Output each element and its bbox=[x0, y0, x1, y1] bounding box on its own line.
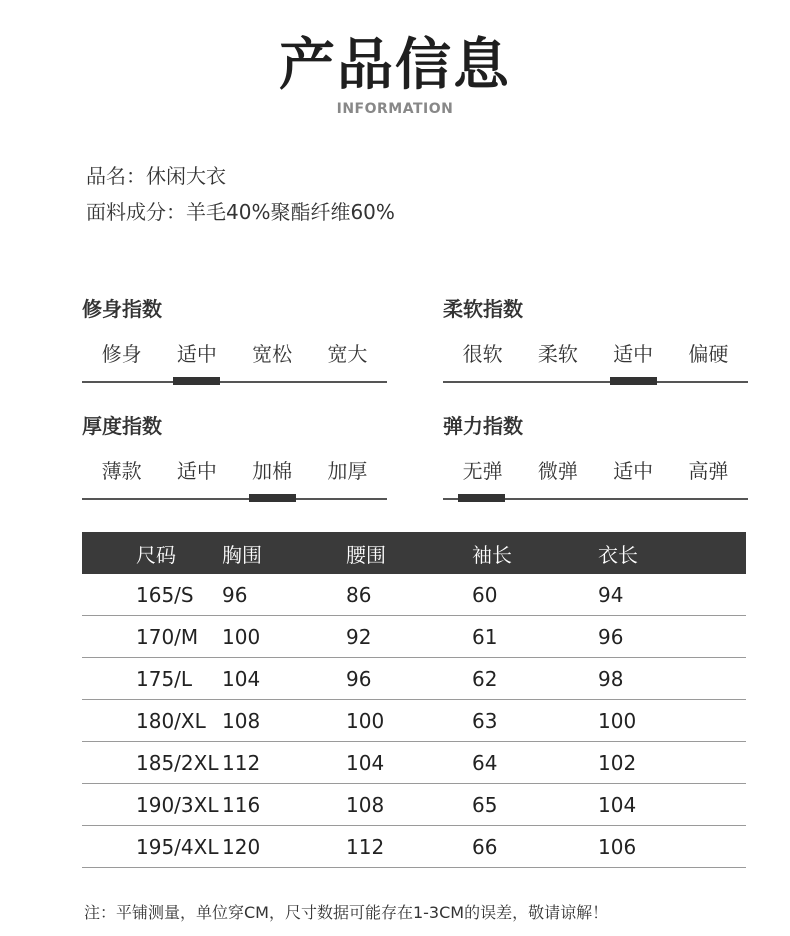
fit-index bbox=[82, 293, 387, 383]
softness-option: 偏硬 bbox=[688, 342, 729, 366]
cell-waist: 100 bbox=[346, 700, 472, 742]
cell-sleeve: 63 bbox=[472, 700, 598, 742]
cell-sleeve: 64 bbox=[472, 742, 598, 784]
elasticity-option: 无弹 bbox=[462, 459, 503, 483]
cell-waist: 108 bbox=[346, 784, 472, 826]
product-material-label: 面料成分： bbox=[86, 200, 186, 224]
fit-option: 宽大 bbox=[327, 342, 368, 366]
product-name-value: 休闲大衣 bbox=[146, 164, 226, 188]
cell-chest: 104 bbox=[222, 658, 346, 700]
fit-index-marker bbox=[173, 377, 220, 385]
elasticity-index-title: 弹力指数 bbox=[443, 414, 523, 438]
cell-size: 165/S bbox=[82, 574, 222, 616]
softness-option: 很软 bbox=[462, 342, 503, 366]
product-material-value: 羊毛40%聚酯纤维60% bbox=[186, 200, 395, 224]
thickness-index-track bbox=[82, 498, 387, 500]
cell-waist: 96 bbox=[346, 658, 472, 700]
thickness-index bbox=[82, 410, 387, 500]
cell-sleeve: 61 bbox=[472, 616, 598, 658]
softness-index-marker bbox=[610, 377, 657, 385]
cell-length: 96 bbox=[598, 616, 746, 658]
cell-size: 175/L bbox=[82, 658, 222, 700]
softness-index-track bbox=[443, 381, 748, 383]
cell-size: 180/XL bbox=[82, 700, 222, 742]
thickness-option: 适中 bbox=[176, 459, 217, 483]
cell-length: 102 bbox=[598, 742, 746, 784]
elasticity-index-track bbox=[443, 498, 748, 500]
cell-sleeve: 62 bbox=[472, 658, 598, 700]
cell-size: 170/M bbox=[82, 616, 222, 658]
cell-chest: 108 bbox=[222, 700, 346, 742]
elasticity-option: 微弹 bbox=[537, 459, 578, 483]
cell-size: 190/3XL bbox=[82, 784, 222, 826]
table-row bbox=[82, 826, 746, 868]
cell-chest: 96 bbox=[222, 574, 346, 616]
thickness-option: 加厚 bbox=[327, 459, 368, 483]
product-name-label: 品名： bbox=[86, 164, 146, 188]
cell-chest: 120 bbox=[222, 826, 346, 868]
softness-index-title: 柔软指数 bbox=[443, 297, 523, 321]
header-chest: 胸围 bbox=[222, 532, 346, 574]
softness-option: 柔软 bbox=[537, 342, 578, 366]
thickness-index-marker bbox=[249, 494, 296, 502]
table-row bbox=[82, 742, 746, 784]
cell-waist: 104 bbox=[346, 742, 472, 784]
cell-chest: 112 bbox=[222, 742, 346, 784]
size-table bbox=[82, 532, 746, 868]
thickness-index-title: 厚度指数 bbox=[82, 414, 162, 438]
elasticity-index-marker bbox=[458, 494, 505, 502]
cell-waist: 92 bbox=[346, 616, 472, 658]
size-table-header bbox=[82, 532, 746, 574]
table-row bbox=[82, 574, 746, 616]
measurement-note: 注：平铺测量，单位穿CM，尺寸数据可能存在1-3CM的误差，敬请谅解！ bbox=[84, 903, 609, 922]
cell-length: 98 bbox=[598, 658, 746, 700]
elasticity-option: 适中 bbox=[613, 459, 654, 483]
header-length: 衣长 bbox=[598, 532, 746, 574]
thickness-option: 薄款 bbox=[101, 459, 142, 483]
cell-size: 185/2XL bbox=[82, 742, 222, 784]
table-row bbox=[82, 616, 746, 658]
fit-option: 修身 bbox=[101, 342, 142, 366]
product-material-line bbox=[86, 196, 395, 225]
cell-sleeve: 65 bbox=[472, 784, 598, 826]
table-row bbox=[82, 784, 746, 826]
cell-length: 104 bbox=[598, 784, 746, 826]
product-name-line bbox=[86, 160, 226, 189]
cell-chest: 116 bbox=[222, 784, 346, 826]
cell-length: 94 bbox=[598, 574, 746, 616]
cell-sleeve: 60 bbox=[472, 574, 598, 616]
fit-index-track bbox=[82, 381, 387, 383]
fit-index-title: 修身指数 bbox=[82, 297, 162, 321]
thickness-option: 加棉 bbox=[252, 459, 293, 483]
table-row bbox=[82, 700, 746, 742]
cell-waist: 112 bbox=[346, 826, 472, 868]
header-waist: 腰围 bbox=[346, 532, 472, 574]
cell-chest: 100 bbox=[222, 616, 346, 658]
header-sleeve: 袖长 bbox=[472, 532, 598, 574]
cell-length: 100 bbox=[598, 700, 746, 742]
elasticity-option: 高弹 bbox=[688, 459, 729, 483]
table-row bbox=[82, 658, 746, 700]
softness-index bbox=[443, 293, 748, 383]
cell-size: 195/4XL bbox=[82, 826, 222, 868]
page-subtitle: INFORMATION bbox=[336, 101, 454, 117]
cell-waist: 86 bbox=[346, 574, 472, 616]
fit-option: 宽松 bbox=[252, 342, 293, 366]
header-size: 尺码 bbox=[82, 532, 222, 574]
page-title: 产品信息 bbox=[279, 33, 511, 98]
softness-option: 适中 bbox=[613, 342, 654, 366]
cell-length: 106 bbox=[598, 826, 746, 868]
cell-sleeve: 66 bbox=[472, 826, 598, 868]
elasticity-index bbox=[443, 410, 748, 500]
fit-option: 适中 bbox=[176, 342, 217, 366]
